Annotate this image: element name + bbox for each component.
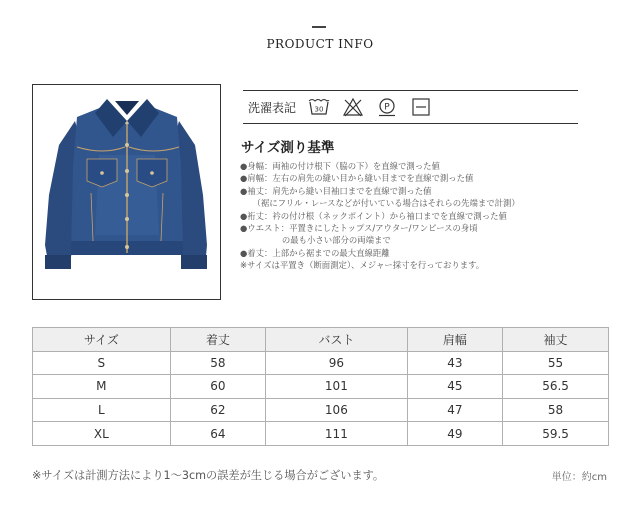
table-cell: 101	[266, 375, 407, 399]
table-cell: 49	[407, 422, 503, 446]
page-title: PRODUCT INFO	[266, 37, 374, 51]
measurement-line: ●裄丈：衿の付け根（ネックポイント）から袖口までを直線で測った値	[240, 210, 507, 221]
header-dash	[312, 26, 326, 28]
measurement-list	[240, 160, 610, 272]
no-bleach-icon	[342, 97, 364, 117]
unit-label: 単位：約cm	[551, 472, 607, 483]
column-header: 着丈	[170, 328, 266, 352]
care-label-title: 洗濯表記	[248, 100, 297, 115]
measurement-line: ●肩幅：左右の肩先の縫い目から縫い目までを直線で測った値	[240, 173, 474, 184]
table-cell: 47	[407, 398, 503, 422]
column-header: 袖丈	[503, 328, 609, 352]
table-cell: 60	[170, 375, 266, 399]
measurement-line: ※サイズは平置き（断面測定）、メジャー採寸を行っております。	[240, 260, 485, 271]
flat-dry-icon	[410, 97, 432, 117]
table-cell: 58	[170, 351, 266, 375]
table-cell: S	[33, 351, 171, 375]
size-footnote: ※サイズは計測方法により1〜3cmの誤差が生じる場合がございます。	[32, 469, 385, 482]
measurement-line: ●身幅：両袖の付け根下（脇の下）を直線で測った値	[240, 161, 440, 171]
table-cell: L	[33, 398, 171, 422]
table-cell: M	[33, 375, 171, 399]
table-row	[33, 422, 609, 446]
table-row	[33, 351, 609, 375]
table-cell: 58	[503, 398, 609, 422]
dry-clean-p-icon	[376, 97, 398, 117]
table-cell: 56.5	[503, 375, 609, 399]
table-cell: 64	[170, 422, 266, 446]
denim-jacket-image	[33, 85, 220, 299]
column-header: サイズ	[33, 328, 171, 352]
table-cell: 111	[266, 422, 407, 446]
wash-temp-text: 30	[314, 105, 324, 114]
table-cell: 55	[503, 351, 609, 375]
measurement-line: ●着丈：上部から裾までの最大直線距離	[240, 247, 390, 258]
care-label-row	[243, 90, 578, 124]
measurement-line: ●袖丈：肩先から縫い目袖口までを直線で測った値	[240, 185, 432, 196]
measurement-line: ●ウエスト：平置きにしたトップス/アウター/ワンピースの身頃	[240, 223, 478, 234]
table-header-row	[33, 328, 609, 352]
table-cell: 96	[266, 351, 407, 375]
size-table	[32, 327, 609, 446]
measurement-title: サイズ測り基準	[241, 140, 335, 156]
dry-clean-letter: P	[384, 102, 390, 113]
table-cell: 45	[407, 375, 503, 399]
wash-30-icon	[308, 97, 330, 117]
measurement-line: の最も小さい部分の両端まで	[240, 235, 391, 246]
table-cell: XL	[33, 422, 171, 446]
measurement-line: （裾にフリル・レースなどが付いている場合はそれらの先端まで計測）	[240, 198, 520, 209]
table-cell: 43	[407, 351, 503, 375]
table-row	[33, 375, 609, 399]
product-photo	[32, 84, 221, 300]
table-cell: 59.5	[503, 422, 609, 446]
table-cell: 62	[170, 398, 266, 422]
table-cell: 106	[266, 398, 407, 422]
column-header: 肩幅	[407, 328, 503, 352]
column-header: バスト	[266, 328, 407, 352]
table-row	[33, 398, 609, 422]
